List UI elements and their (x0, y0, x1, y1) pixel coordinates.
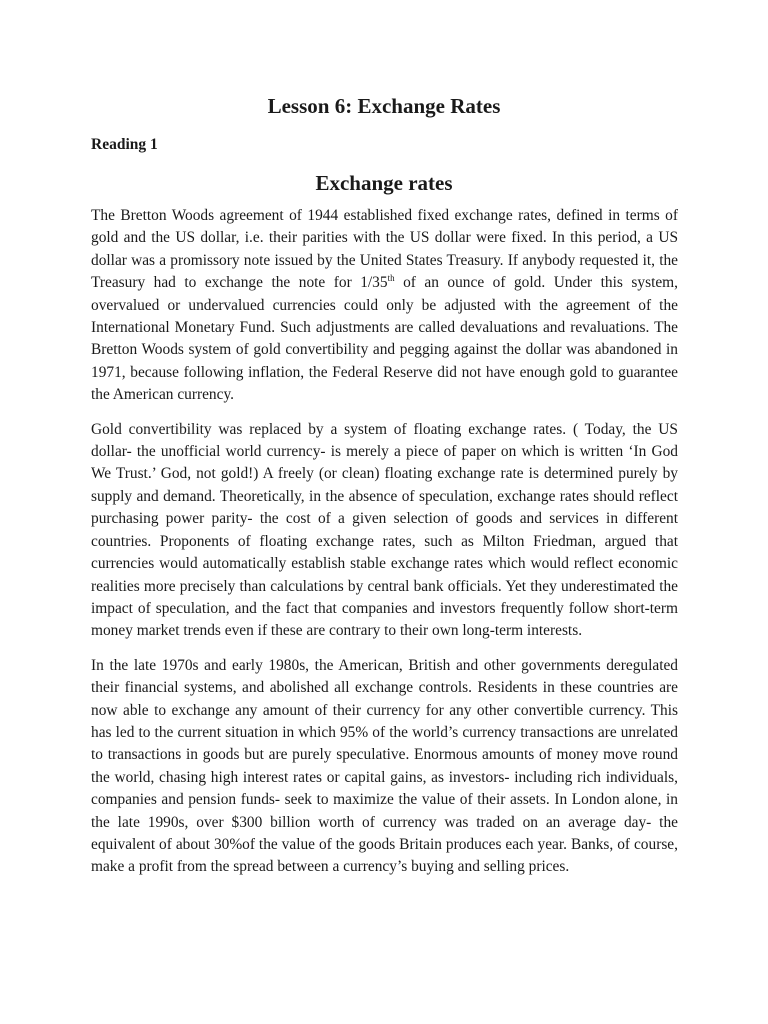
lesson-title: Lesson 6: Exchange Rates (267, 94, 501, 118)
body-text (91, 205, 678, 891)
superscript-ordinal: th (387, 273, 395, 284)
section-title: Exchange rates (315, 171, 453, 195)
paragraph-text: of an ounce of gold. Under this system, overvalued or undervalued currencies could only be adjusted with the agreement of the International Monetary Fund. Such adjustments are called devaluations and revaluations. The Bretton Woods system of gold convertibility and pegging against the dollar was abandoned in 1971, because following inflation, the Federal Reserve did not have enough gold to guarantee the American currency. (91, 274, 678, 404)
paragraph-floating-rates: Gold convertibility was replaced by a system of floating exchange rates. ( Today, the US dollar- the unofficial world currency- is merely a piece of paper on which is written ‘In God We Trust.’ God, not gold!) A freely (or clean) floating exchange rate is determined purely by supply and demand. Theoretically, in the absence of speculation, exchange rates should reflect purchasing power parity- the cost of a given selection of goods and services in different countries. Proponents of floating exchange rates, such as Milton Friedman, argued that currencies would automatically establish stable exchange rates which would reflect economic realities more precisely than calculations by central bank officials. Yet they underestimated the impact of speculation, and the fact that companies and investors frequently follow short-term money market trends even if these are contrary to their own long-term interests. (91, 420, 678, 640)
paragraph-text: The Bretton Woods agreement of 1944 established fixed exchange rates, defined in terms of gold and the US dollar, i.e. their parities with the US dollar were fixed. In this period, a US dollar was a promissory note issued by the United States Treasury. If anybody requested it, the Treasury had to exchange the note for 1/35 (91, 207, 678, 292)
reading-label: Reading 1 (91, 136, 158, 153)
paragraph-deregulation: In the late 1970s and early 1980s, the American, British and other governments deregulated their financial systems, and abolished all exchange controls. Residents in these countries are now able to exchange any amount of their currency for any other convertible currency. This has led to the current situation in which 95% of the world’s currency transactions are unrelated to transactions in goods but are purely speculative. Enormous amounts of money move round the world, chasing high interest rates or capital gains, as investors- including rich individuals, companies and pension funds- seek to maximize the value of their assets. In London alone, in the late 1990s, over $300 billion worth of currency was traded on an average day- the equivalent of about 30%of the value of the goods Britain produces each year. Banks, of course, make a profit from the spread between a currency’s buying and selling prices. (91, 656, 678, 876)
paragraph-bretton-woods (91, 205, 678, 407)
